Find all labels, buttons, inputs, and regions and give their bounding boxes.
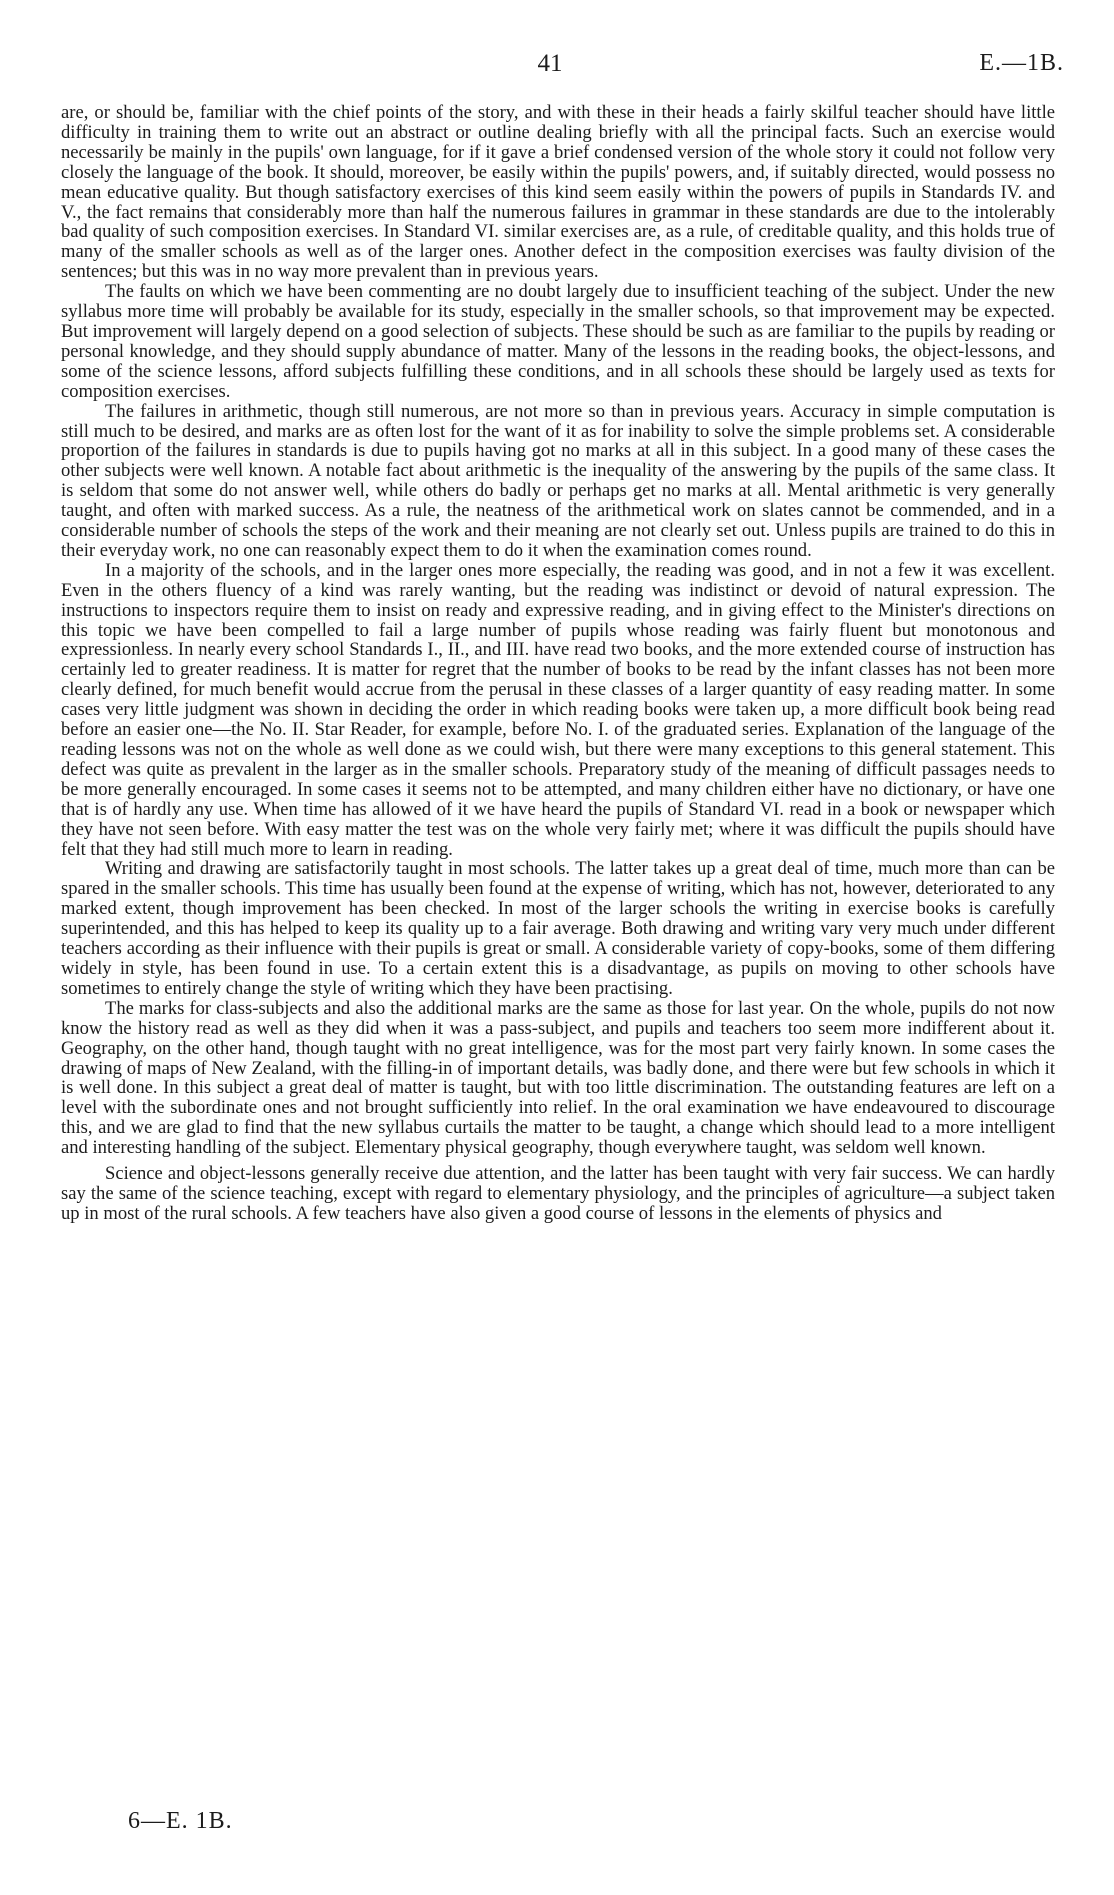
paragraph-arithmetic: The failures in arithmetic, though still numerous, are not more so than in previous years. Accuracy in simple computation is still much to be desired, and marks are as often lost for the want of it as for inability to solve the simple problems set. A considerable proportion of the failures in standards is due to pupils having got no marks at all in this subject. In a good many of these cases the other subjects were well known. A notable fact about arithmetic is the inequality of the answering by the pupils of the same class. It is seldom that some do not answer well, while others do badly or perhaps get no marks at all. Mental arithmetic is very generally taught, and often with marked success. As a rule, the neatness of the arithmetical work on slates cannot be commended, and in a considerable number of schools the steps of the work and their meaning are not clearly set out. Unless pupils are trained to do this in their everyday work, no one can reasonably expect them to do it when the examination comes round. xyxy=(61,400,1055,561)
printer-signature-mark: 6—E. 1B. xyxy=(128,1808,233,1834)
paragraph-writing-drawing: Writing and drawing are satisfactorily taught in most schools. The latter takes up a great deal of time, much more than can be spared in the smaller schools. This time has usually been found at the expense of writing, which has not, however, deteriorated to any marked extent, though improvement has been checked. In most of the larger schools the writing in exercise books is carefully superintended, and this has helped to keep its quality up to a fair average. Both drawing and writing vary very much under different teachers according as their influence with their pupils is great or small. A considerable variety of copy-books, some of them differing widely in style, has been found in use. To a certain extent this is a disadvantage, as pupils on moving to other schools have sometimes to entirely change the style of writing which they have been practising. xyxy=(61,858,1055,999)
paragraph-reading: In a majority of the schools, and in the larger ones more especially, the reading was good, and in not a few it was excellent. Even in the others fluency of a kind was rarely wanting, but the reading was indistinct or devoid of natural expression. The instructions to inspectors require them to insist on ready and expressive reading, and in giving effect to the Minister's directions on this topic we have been compelled to fail a large number of pupils whose reading was fairly fluent but monotonous and expressionless. In nearly every school Standards I., II., and III. have read two books, and the more extended course of instruction has certainly led to greater readiness. It is matter for regret that the number of books to be read by the infant classes has not been more clearly defined, for much benefit would accrue from the perusal in these classes of a larger quantity of easy reading matter. In some cases very little judgment was shown in deciding the order in which reading books were taken up, a more difficult book being read before an easier one—the No. II. Star Reader, for example, before No. I. of the graduated series. Explanation of the language of the reading lessons was not on the whole as well done as we could wish, but there were many exceptions to this general statement. This defect was quite as prevalent in the larger as in the smaller schools. Preparatory study of the meaning of difficult passages needs to be more generally encouraged. In some cases it seems not to be attempted, and many children either have no dictionary, or have one that is of hardly any use. When time has allowed of it we have heard the pupils of Standard VI. read in a book or newspaper which they have not seen before. With easy matter the test was on the whole very fairly met; where it was difficult the pupils should have felt that they had still much more to learn in reading. xyxy=(61,559,1055,860)
paragraph-class-subjects: The marks for class-subjects and also the additional marks are the same as those for last year. On the whole, pupils do not now know the history read as well as they did when it was a pass-subject, and pupils and teachers too seem more indifferent about it. Geography, on the other hand, though taught with no great intelligence, was for the most part very fairly known. In some cases the drawing of maps of New Zealand, with the filling-in of important details, was badly done, and there were but few schools in which it is well done. In this subject a great deal of matter is taught, but with too little discrimination. The outstanding features are left on a level with the subordinate ones and not brought sufficiently into relief. In the oral examination we have endeavoured to discourage this, and we are glad to find that the new syllabus curtails the matter to be taught, a change which should lead to a more intelligent and interesting handling of the subject. Elementary physical geography, though everywhere taught, was seldom well known. xyxy=(61,997,1055,1159)
paragraph-composition-faults: The faults on which we have been commenting are no doubt largely due to insufficient teaching of the subject. Under the new syllabus more time will probably be available for its study, especially in the smaller schools, so that improvement may be expected. But improvement will largely depend on a good selection of subjects. These should be such as are familiar to the pupils by reading or personal knowledge, and they should supply abundance of matter. Many of the lessons in the reading books, the object-lessons, and some of the science lessons, afford subjects fulfilling these conditions, and in all schools these should be largely used as texts for composition exercises. xyxy=(61,281,1055,402)
document-code: E.—1B. xyxy=(979,50,1064,76)
paragraph-composition-continued: are, or should be, familiar with the chief points of the story, and with these in their heads a fairly skilful teacher should have little difficulty in training them to write out an abstract or outline dealing briefly with all the principal facts. Such an exercise would necessarily be mainly in the pupils' own language, for if it gave a brief condensed version of the whole story it could not follow very closely the language of the book. It should, moreover, be easily within the pupils' powers, and, if suitably directed, would possess no mean educative quality. But though satisfactory exercises of this kind seem easily within the powers of pupils in Standards IV. and V., the fact remains that considerably more than half the numerous failures in grammar in these standards are due to the intolerably bad quality of such composition exercises. In Standard VI. similar exercises are, as a rule, of creditable quality, and this holds true of many of the smaller schools as well as of the larger ones. Another defect in the composition exercises was faulty division of the sentences; but this was in no way more prevalent than in previous years. xyxy=(61,102,1055,283)
page-number: 41 xyxy=(537,50,563,77)
paragraph-science: Science and object-lessons generally receive due attention, and the latter has been taught with very fair success. We can hardly say the same of the science teaching, except with regard to elementary physiology, and the principles of agriculture—a subject taken up in most of the rural schools. A few teachers have also given a good course of lessons in the elements of physics and xyxy=(61,1163,1055,1224)
body-text xyxy=(61,103,1055,1224)
